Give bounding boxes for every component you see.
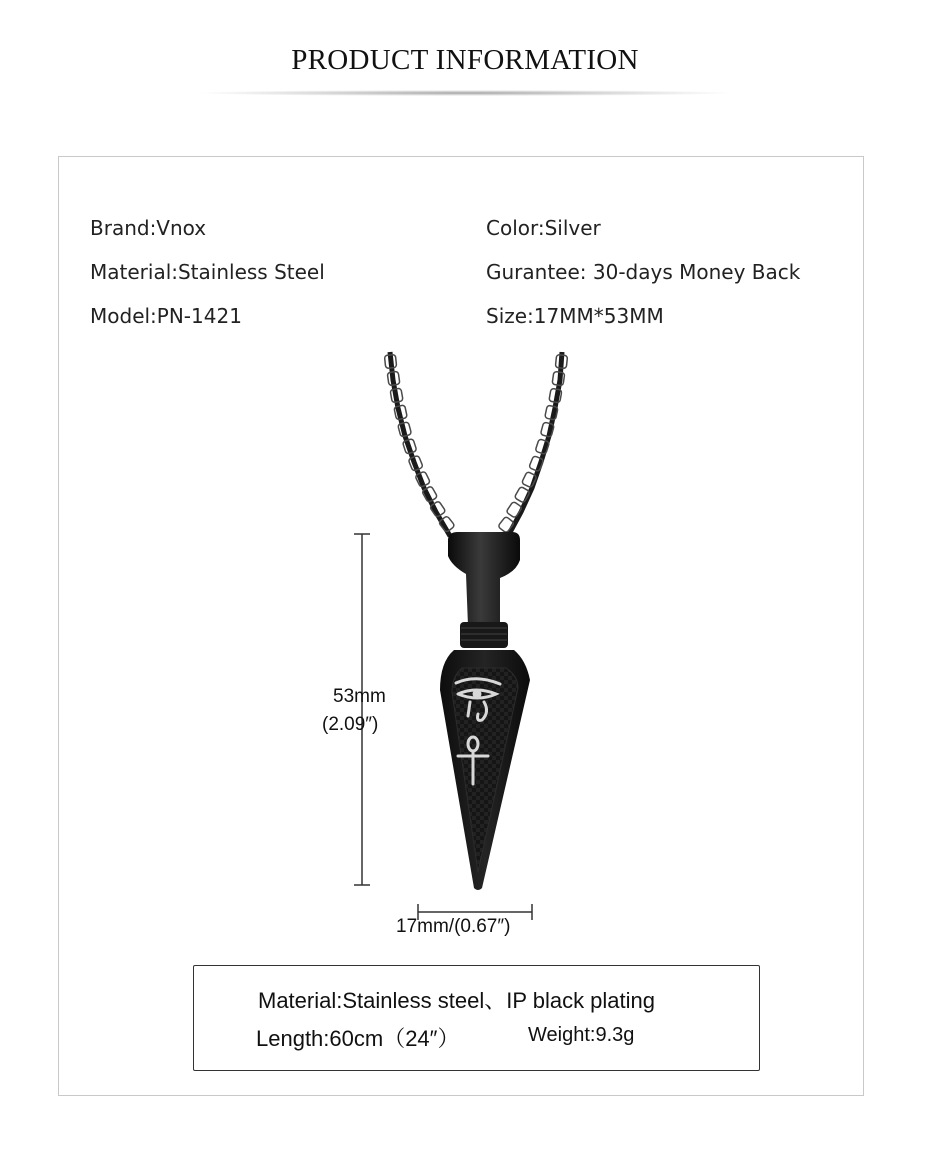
height-inch-label: (2.09″) [322, 714, 379, 735]
pendant-collar [460, 622, 508, 648]
info-box [193, 965, 760, 1071]
pendant-bail [448, 532, 520, 626]
height-mm-label: 53mm [333, 686, 386, 707]
height-dimension-line [354, 534, 370, 885]
width-label: 17mm/(0.67″) [396, 916, 511, 937]
spec-brand: Brand:Vnox [90, 216, 207, 240]
info-weight: Weight:9.3g [528, 1024, 635, 1046]
chain-right [508, 352, 562, 536]
info-material: Material:Stainless steel、IP black plating [258, 988, 656, 1013]
spec-material: Material:Stainless Steel [90, 260, 325, 284]
spec-size: Size:17MM*53MM [486, 304, 664, 328]
spec-color: Color:Silver [486, 216, 601, 240]
spec-model: Model:PN-1421 [90, 304, 242, 328]
spec-guarantee: Gurantee: 30-days Money Back [486, 260, 801, 284]
page-title: PRODUCT INFORMATION [291, 44, 639, 76]
info-length: Length:60cm（24″） [256, 1026, 460, 1051]
